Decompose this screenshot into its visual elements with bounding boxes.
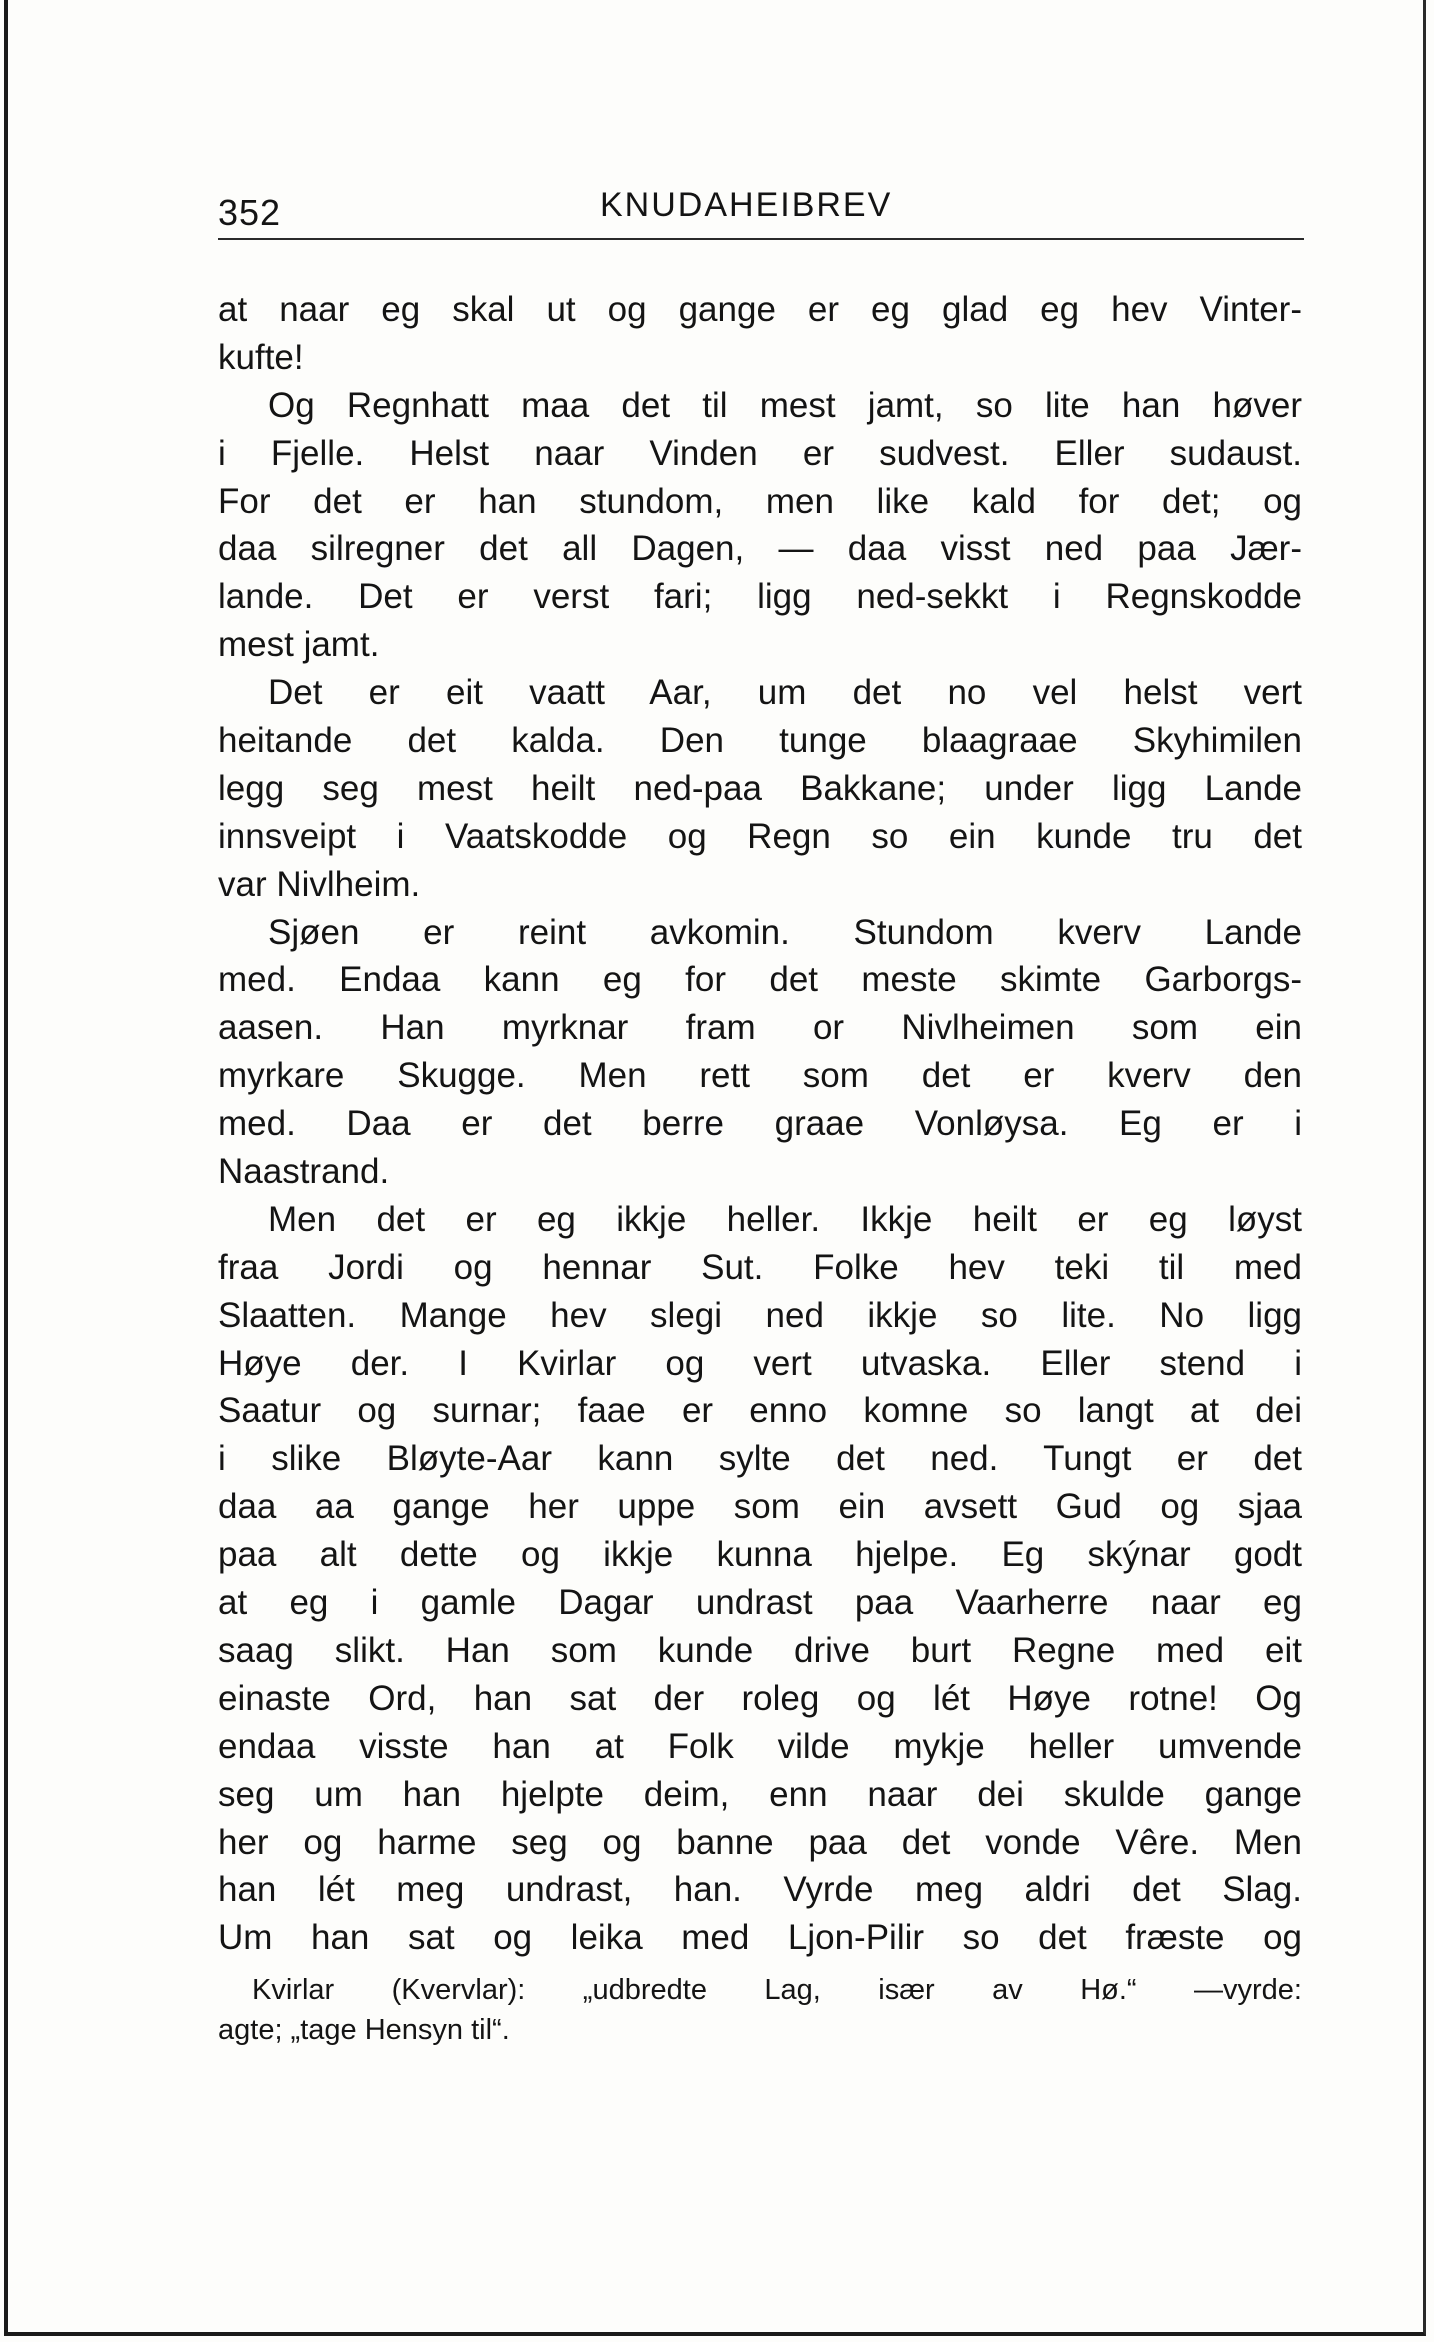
text-line: Naastrand. (218, 1152, 390, 1192)
text-line: fraa Jordi og hennar Sut. Folke hev teki til med (218, 1247, 1302, 1287)
text-line: daa silregner det all Dagen, — daa visst ned paa Jær- (218, 529, 1302, 569)
text-line: heitande det kalda. Den tunge blaagraae Skyhimilen (218, 721, 1302, 761)
footnote-line: Kvirlar (Kvervlar): „udbredte Lag, især av Hø.“ —vyrde: (252, 1974, 1302, 2006)
text-line: Det er eit vaatt Aar, um det no vel helst vert (268, 673, 1302, 713)
text-line: at naar eg skal ut og gange er eg glad eg hev Vinter- (218, 290, 1302, 329)
text-line: Saatur og surnar; faae er enno komne so langt at dei (218, 1391, 1302, 1431)
text-line: Men det er eg ikkje heller. Ikkje heilt er eg løyst (268, 1199, 1302, 1239)
text-line: For det er han stundom, men like kald for det; og (218, 481, 1302, 521)
text-line: Og Regnhatt maa det til mest jamt, so lite han høver (268, 385, 1302, 425)
text-line: daa aa gange her uppe som ein avsett Gud og sjaa (218, 1487, 1302, 1527)
running-head (218, 178, 1304, 244)
text-line: saag slikt. Han som kunde drive burt Regne med eit (218, 1630, 1302, 1670)
text-line: seg um han hjelpte deim, enn naar dei skulde gange (218, 1774, 1302, 1814)
text-line: med. Endaa kann eg for det meste skimte Garborgs- (218, 960, 1302, 1000)
footnote-line: agte; „tage Hensyn til“. (218, 2014, 510, 2046)
text-line: Slaatten. Mange hev slegi ned ikkje so lite. No ligg (218, 1295, 1302, 1335)
running-title: KNUDAHEIBREV (600, 186, 893, 224)
text-line: Sjøen er reint avkomin. Stundom kverv Lande (268, 912, 1302, 952)
text-line: var Nivlheim. (218, 864, 421, 904)
body-text (218, 286, 1302, 1962)
text-line: endaa visste han at Folk vilde mykje heller umvende (218, 1726, 1302, 1766)
text-line: med. Daa er det berre graae Vonløysa. Eg er i (218, 1104, 1302, 1144)
text-line: i Fjelle. Helst naar Vinden er sudvest. Eller sudaust. (218, 433, 1302, 473)
text-line: han lét meg undrast, han. Vyrde meg aldri det Slag. (218, 1870, 1302, 1910)
text-line: paa alt dette og ikkje kunna hjelpe. Eg skýnar godt (218, 1535, 1302, 1575)
text-line: einaste Ord, han sat der roleg og lét Høye rotne! Og (218, 1678, 1302, 1718)
text-line: at eg i gamle Dagar undrast paa Vaarherre naar eg (218, 1583, 1302, 1623)
text-line: kufte! (218, 337, 304, 377)
text-line: myrkare Skugge. Men rett som det er kverv den (218, 1056, 1302, 1096)
text-line: legg seg mest heilt ned-paa Bakkane; under ligg Lande (218, 768, 1302, 808)
text-line: mest jamt. (218, 625, 380, 665)
page-number: 352 (218, 192, 282, 233)
text-line: her og harme seg og banne paa det vonde Vêre. Men (218, 1822, 1302, 1862)
text-line: innsveipt i Vaatskodde og Regn so ein kunde tru det (218, 816, 1302, 856)
header-rule (218, 238, 1304, 240)
text-line: aasen. Han myrknar fram or Nivlheimen som ein (218, 1008, 1302, 1048)
footnote (218, 1970, 1302, 2050)
text-line: i slike Bløyte-Aar kann sylte det ned. Tungt er det (218, 1439, 1302, 1479)
text-line: lande. Det er verst fari; ligg ned-sekkt i Regnskodde (218, 577, 1302, 617)
text-line: Høye der. I Kvirlar og vert utvaska. Eller stend i (218, 1343, 1302, 1383)
text-line: Um han sat og leika med Ljon-Pilir so det fræste og (218, 1918, 1302, 1958)
